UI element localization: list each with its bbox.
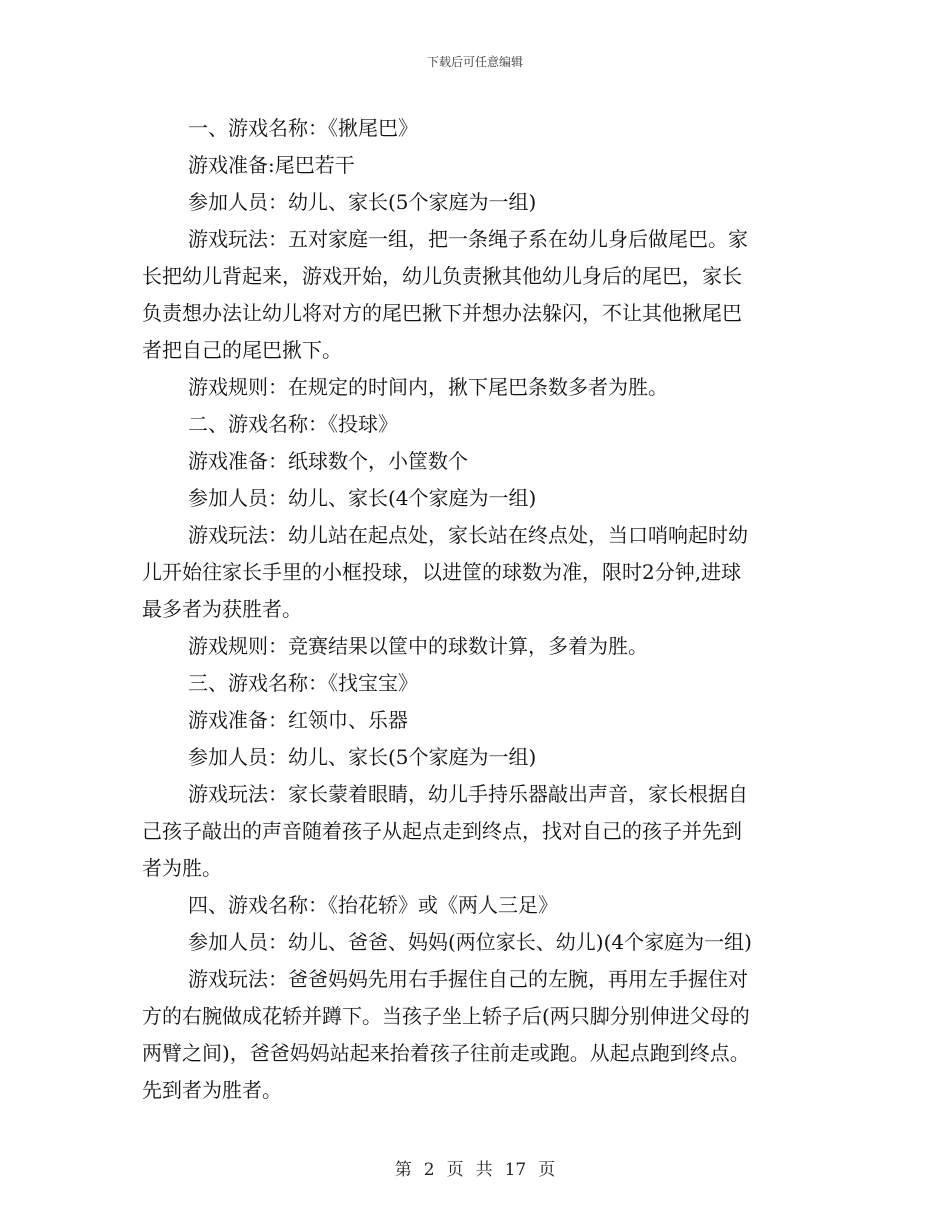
footer-total-word: 共	[475, 1160, 493, 1180]
section-4-gameplay-line-3: 两臂之间)，爸爸妈妈站起来抬着孩子往前走或跑。从起点跑到终点。	[142, 1041, 750, 1065]
section-4-gameplay-line-4: 先到者为胜者。	[142, 1078, 282, 1102]
section-3-gameplay-line-3: 者为胜。	[142, 856, 222, 880]
section-3-participants: 参加人员：幼儿、家长(5个家庭为一组)	[188, 745, 537, 769]
section-1-participants: 参加人员：幼儿、家长(5个家庭为一组)	[188, 190, 537, 214]
header-note: 下载后可任意编辑	[426, 55, 523, 69]
footer-suffix: 页	[538, 1160, 556, 1180]
section-2-gameplay-line-1: 游戏玩法：幼儿站在起点处，家长站在终点处，当口哨响起时幼	[188, 523, 748, 547]
section-3-title: 三、游戏名称：《找宝宝》	[188, 671, 418, 695]
page-footer	[0, 1155, 950, 1180]
footer-page-word: 页	[446, 1160, 464, 1180]
total-pages-number: 17	[504, 1160, 527, 1180]
current-page-number: 2	[423, 1160, 435, 1180]
section-4-participants: 参加人员：幼儿、爸爸、妈妈(两位家长、幼儿)(4个家庭为一组)	[188, 930, 752, 954]
section-2-gameplay-line-3: 最多者为获胜者。	[142, 597, 302, 621]
section-1-preparation: 游戏准备:尾巴若干	[188, 153, 355, 177]
section-1-gameplay-line-2: 长把幼儿背起来，游戏开始，幼儿负责揪其他幼儿身后的尾巴，家长	[142, 264, 742, 288]
section-4-gameplay-line-2: 方的右腕做成花轿并蹲下。当孩子坐上轿子后(两只脚分别伸进父母的	[142, 1004, 750, 1028]
document-body	[142, 110, 810, 1109]
section-1-gameplay-line-4: 者把自己的尾巴揪下。	[142, 338, 342, 362]
section-2-participants: 参加人员：幼儿、家长(4个家庭为一组)	[188, 486, 537, 510]
section-4-gameplay-line-1: 游戏玩法：爸爸妈妈先用右手握住自己的左腕，再用左手握住对	[188, 967, 748, 991]
section-2-gameplay-line-2: 儿开始往家长手里的小框投球，以进筐的球数为准，限时2分钟,进球	[142, 560, 742, 584]
section-4-title: 四、游戏名称：《抬花轿》或《两人三足》	[188, 893, 558, 917]
footer-prefix: 第	[394, 1160, 412, 1180]
section-3-gameplay-line-1: 游戏玩法：家长蒙着眼睛，幼儿手持乐器敲出声音，家长根据自	[188, 782, 748, 806]
section-2-preparation: 游戏准备：纸球数个，小筐数个	[188, 449, 468, 473]
section-2-title: 二、游戏名称：《投球》	[188, 412, 398, 436]
section-1-gameplay-line-1: 游戏玩法：五对家庭一组，把一条绳子系在幼儿身后做尾巴。家	[188, 227, 748, 251]
page-header	[0, 53, 950, 70]
section-3-preparation: 游戏准备：红领巾、乐器	[188, 708, 408, 732]
section-3-gameplay-line-2: 己孩子敲出的声音随着孩子从起点走到终点，找对自己的孩子并先到	[142, 819, 742, 843]
section-1-title: 一、游戏名称：《揪尾巴》	[188, 116, 418, 140]
section-1-gameplay-line-3: 负责想办法让幼儿将对方的尾巴揪下并想办法躲闪，不让其他揪尾巴	[142, 301, 742, 325]
section-1-rules: 游戏规则：在规定的时间内，揪下尾巴条数多者为胜。	[188, 375, 668, 399]
section-2-rules: 游戏规则：竞赛结果以筐中的球数计算，多着为胜。	[188, 634, 648, 658]
